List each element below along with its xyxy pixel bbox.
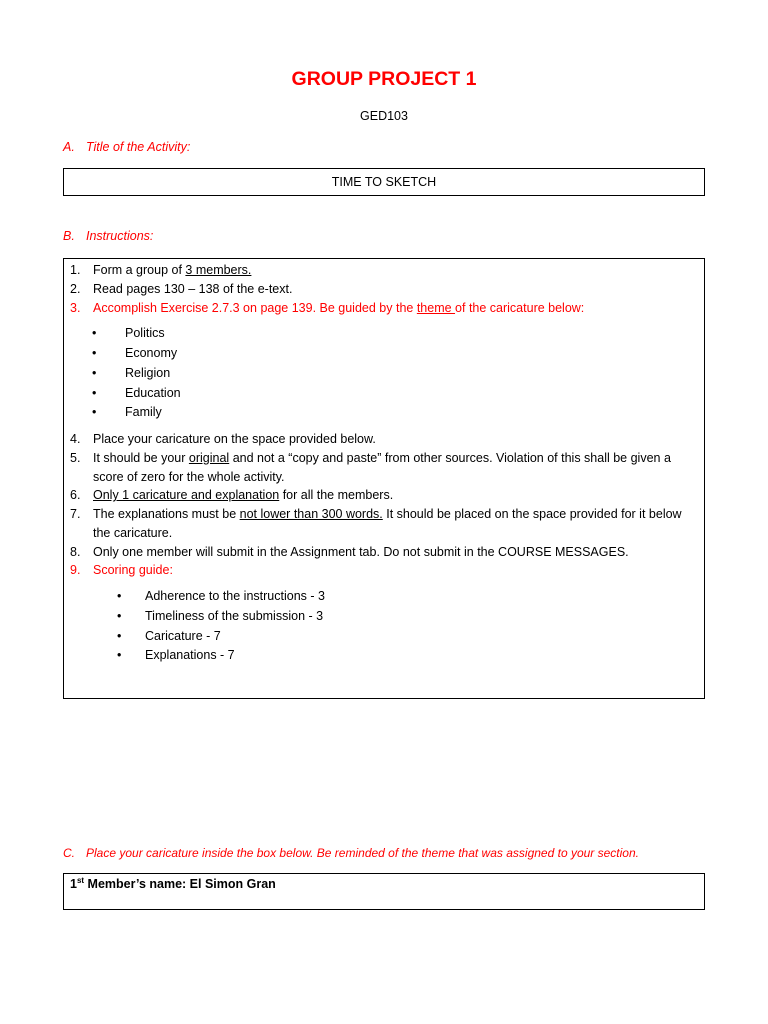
list-item [70,449,696,487]
member-name-label: Member’s name: El Simon Gran [84,877,276,892]
list-item [70,261,696,280]
theme-item: • Education [90,384,696,404]
section-a-heading [63,140,190,154]
item-text: Only one member will submit in the Assignment tab. Do not submit in the COURSE MESSAGES. [93,544,629,559]
bullet-icon: • [117,648,122,663]
item-text: Accomplish Exercise 2.7.3 on page 139. Be guided by the theme of the caricature below: [93,300,585,315]
bullet-icon: • [117,589,122,604]
document-title: GROUP PROJECT 1 [291,68,477,90]
theme-item: • Religion [90,364,696,384]
bullet-icon: • [117,628,122,643]
theme-item: • Politics [90,324,696,344]
item-number: 6. [70,488,81,503]
section-c-letter: C. [63,846,75,860]
item-number: 3. [70,300,81,315]
scoring-item: • Adherence to the instructions - 3 [115,587,696,607]
theme-item: • Family [90,403,696,423]
member-ordinal: 1 [70,877,77,892]
item-text: Form a group of 3 members. [93,263,252,277]
bullet-icon: • [92,326,97,341]
scoring-item: • Explanations - 7 [115,646,696,666]
instructions-box [63,258,705,699]
course-code: GED103 [360,109,408,123]
bullet-icon: • [117,608,122,623]
item-text: It should be your original and not a “copy and paste” from other sources. Violation of this shall be given a score of zero for the whole activity. [93,450,671,484]
item-text: Scoring guide: [93,563,173,578]
item-number: 2. [70,281,81,296]
scoring-item: • Timeliness of the submission - 3 [115,607,696,627]
section-a-letter: A. [63,140,75,154]
item-number: 4. [70,431,81,446]
themes-list [90,324,696,423]
scoring-list [115,587,696,666]
bullet-icon: • [92,365,97,380]
section-c-label: Place your caricature inside the box below. Be reminded of the theme that was assigned to your section. [86,846,639,860]
bullet-icon: • [92,385,97,400]
section-b-letter: B. [63,229,75,243]
section-c-heading [63,846,639,860]
item-text: The explanations must be not lower than 300 words. It should be placed on the space provided for it below the caricature. [93,507,682,540]
bullet-icon: • [92,346,97,361]
bullet-icon: • [92,405,97,420]
item-text: Read pages 130 – 138 of the e-text. [93,281,293,296]
list-item [70,543,696,562]
theme-item: • Economy [90,344,696,364]
item-number: 7. [70,507,81,522]
list-item [70,280,696,299]
list-item [70,299,696,318]
member-name-box [63,873,705,910]
member-ordinal-suffix: st [76,876,85,885]
section-b-label: Instructions: [86,229,154,243]
list-item [70,430,696,449]
activity-title: TIME TO SKETCH [331,175,437,189]
list-item [70,486,696,505]
activity-title-box [63,168,705,196]
item-number: 8. [70,544,81,559]
item-text: Only 1 caricature and explanation for all the members. [93,488,394,503]
list-item [70,561,696,580]
item-number: 9. [70,563,81,578]
scoring-item: • Caricature - 7 [115,627,696,647]
section-a-label: Title of the Activity: [86,140,191,154]
item-text: Place your caricature on the space provided below. [93,431,376,446]
item-number: 1. [70,263,81,277]
section-b-heading [63,229,153,243]
list-item [70,505,696,543]
item-number: 5. [70,450,81,465]
